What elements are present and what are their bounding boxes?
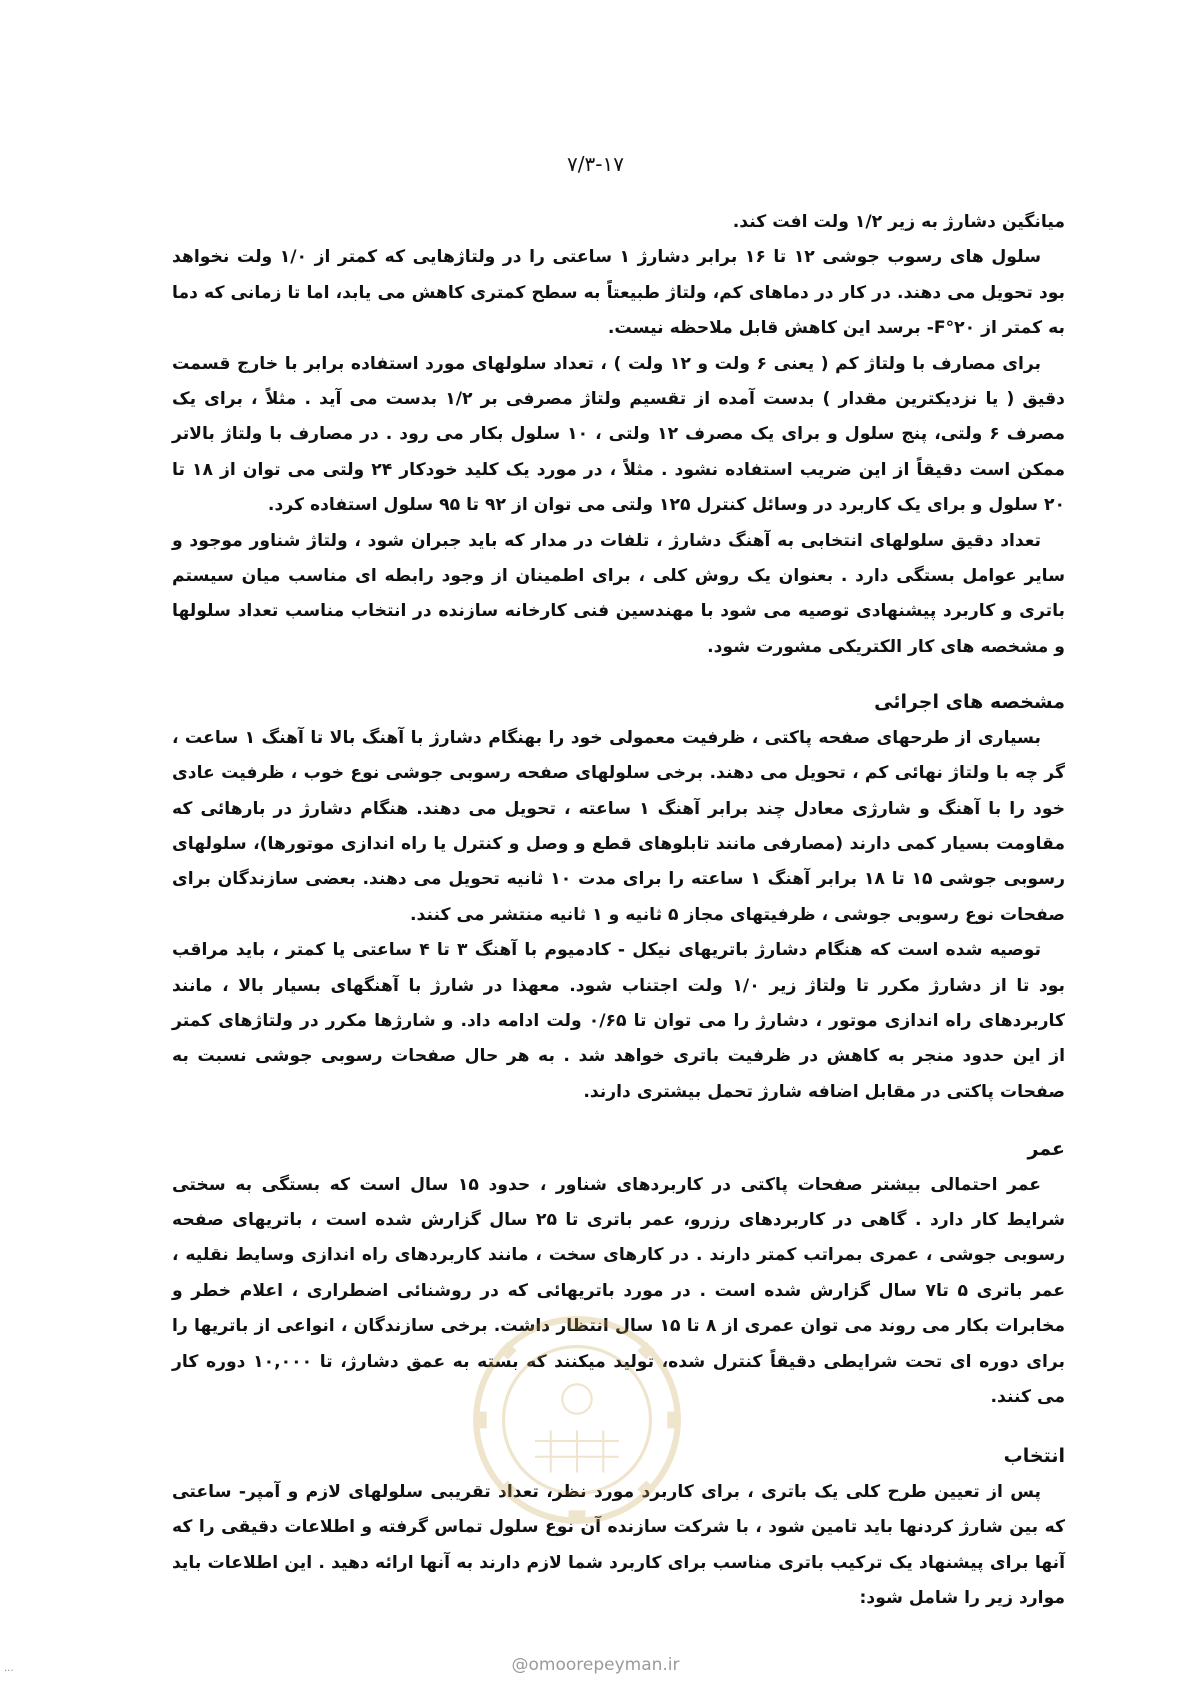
footer-watermark: @omoorepeyman.ir <box>511 1655 680 1675</box>
paragraph-1: میانگین دشارژ به زیر ۱/۲ ولت افت کند. <box>732 212 1065 232</box>
paragraph-6: توصیه شده است که هنگام دشارژ باتریهای نیکل - کادمیوم با آهنگ ۳ تا ۴ ساعتی یا کمتر ، باید مراقب بود تا از دشارژ مکرر تا ولتاژ زیر ۱/۰ ولت اجتناب شود. معهذا در شارژ با آهنگهای بسیار بالا ، مانند کاربردهای راه اندازی موتور ، دشارژ را می توان تا ۰/۶۵ ولت ادامه داد. و شارژها مکرر در ولتاژهای کمتر از این حدود منجر به کاهش در ظرفیت باتری خواهد شد . به هر حال صفحات رسوبی جوشی نسبت به صفحات پاکتی در مقابل اضافه شارژ تحمل بیشتری دارند. <box>172 940 1065 1102</box>
section-heading-life: عمر <box>1027 1138 1065 1161</box>
paragraph-5: بسیاری از طرحهای صفحه پاکتی ، ظرفیت معمولی خود را بهنگام دشارژ با آهنگ بالا تا آهنگ ۱ ساعت ، گر چه با ولتاژ نهائی کم ، تحویل می دهند. برخی سلولهای صفحه رسوبی جوشی نوع خوب ، ظرفیت عادی خود را با آهنگ و شارژی معادل چند برابر آهنگ ۱ ساعته ، تحویل می دهند. هنگام دشارژ در بارهائی که مقاومت بسیار کمی دارند (مصارفی مانند تابلوهای قطع و وصل و کنترل یا راه اندازی موتورها)، سلولهای رسوبی جوشی ۱۵ تا ۱۸ برابر آهنگ ۱ ساعته را برای مدت ۱۰ ثانیه تحویل می دهند. بعضی سازندگان برای صفحات نوع رسوبی جوشی ، ظرفیتهای مجاز ۵ ثانیه و ۱ ثانیه منتشر می کنند. <box>172 727 1065 925</box>
section-heading-performance: مشخصه های اجرائی <box>874 691 1065 714</box>
section-heading-selection: انتخاب <box>1003 1445 1065 1468</box>
edge-mark: ... <box>4 1663 14 1674</box>
page-number: ۷/۳-۱۷ <box>567 152 624 176</box>
paragraph-3: برای مصارف با ولتاژ کم ( یعنی ۶ ولت و ۱۲ ولت ) ، تعداد سلولهای مورد استفاده برابر با خارج قسمت دقیق ( یا نزدیکترین مقدار ) بدست آمده از تقسیم ولتاژ مصرفی بر ۱/۲ بدست می آید . مثلاً ، برای یک مصرف ۶ ولتی، پنج سلول و برای یک مصرف ۱۲ ولتی ، ۱۰ سلول بکار می رود . در مصارف با ولتاژ بالاتر ممکن است دقیقاً از این ضریب استفاده نشود . مثلاً ، در مورد یک کلید خودکار ۲۴ ولتی می توان از ۱۸ تا ۲۰ سلول و برای یک کاربرد در وسائل کنترل ۱۲۵ ولتی می توان از ۹۲ تا ۹۵ سلول استفاده کرد. <box>172 353 1066 516</box>
paragraph-7: عمر احتمالی بیشتر صفحات پاکتی در کاربردهای شناور ، حدود ۱۵ سال است که بستگی به سختی شرایط کار دارد . گاهی در کاربردهای رزرو، عمر باتری تا ۲۵ سال گزارش شده است ، باتریهای صفحه رسوبی جوشی ، عمری بمراتب کمتر دارند . در کارهای سخت ، مانند کاربردهای راه اندازی وسایط نقلیه ، عمر باتری ۵ تا۷ سال گزارش شده است . در مورد باتریهائی که در روشنائی اضطراری ، اعلام خطر و مخابرات بکار می روند می توان عمری از ۸ تا ۱۵ سال انتظار داشت. برخی سازندگان ، انواعی از باتریها را برای دوره ای تحت شرایطی دقیقاً کنترل شده، تولید میکنند که بسته به عمق دشارژ، تا ۱۰,۰۰۰ دوره کار می کنند. <box>172 1174 1066 1407</box>
watermark-seal-icon <box>472 1315 682 1525</box>
paragraph-4: تعداد دقیق سلولهای انتخابی به آهنگ دشارژ ، تلفات در مدار که باید جبران شود ، ولتاژ شناور موجود و سایر عوامل بستگی دارد . بعنوان یک روش کلی ، برای اطمینان از وجود رابطه ای مناسب میان سیستم باتری و کاربرد پیشنهادی توصیه می شود با مهندسین فنی کارخانه سازنده در انتخاب مناسب تعداد سلولها و مشخصه های کار الکتریکی مشورت شود. <box>172 530 1065 657</box>
paragraph-2: سلول های رسوب جوشی ۱۲ تا ۱۶ برابر دشارژ ۱ ساعتی را در ولتاژهایی که کمتر از ۱/۰ ولت نخواهد بود تحویل می دهند. در کار در دماهای کم، ولتاژ طبیعتاً به سطح کمتری کاهش می یابد، اما تا زمانی که دما به کمتر از ۲۰°F- برسد این کاهش قابل ملاحظه نیست. <box>172 247 1065 339</box>
paragraph-8: پس از تعیین طرح کلی یک باتری ، برای کاربرد مورد نظر، تعداد تقریبی سلولهای لازم و آمپر- ساعتی که بین شارژ کردنها باید تامین شود ، با شرکت سازنده آن نوع سلول تماس گرفته و اطلاعات دقیقی را که آنها برای پیشنهاد یک ترکیب باتری مناسب برای کاربرد شما لازم دارند به آنها ارائه دهید . این اطلاعات باید موارد زیر را شامل شود: <box>172 1481 1065 1609</box>
